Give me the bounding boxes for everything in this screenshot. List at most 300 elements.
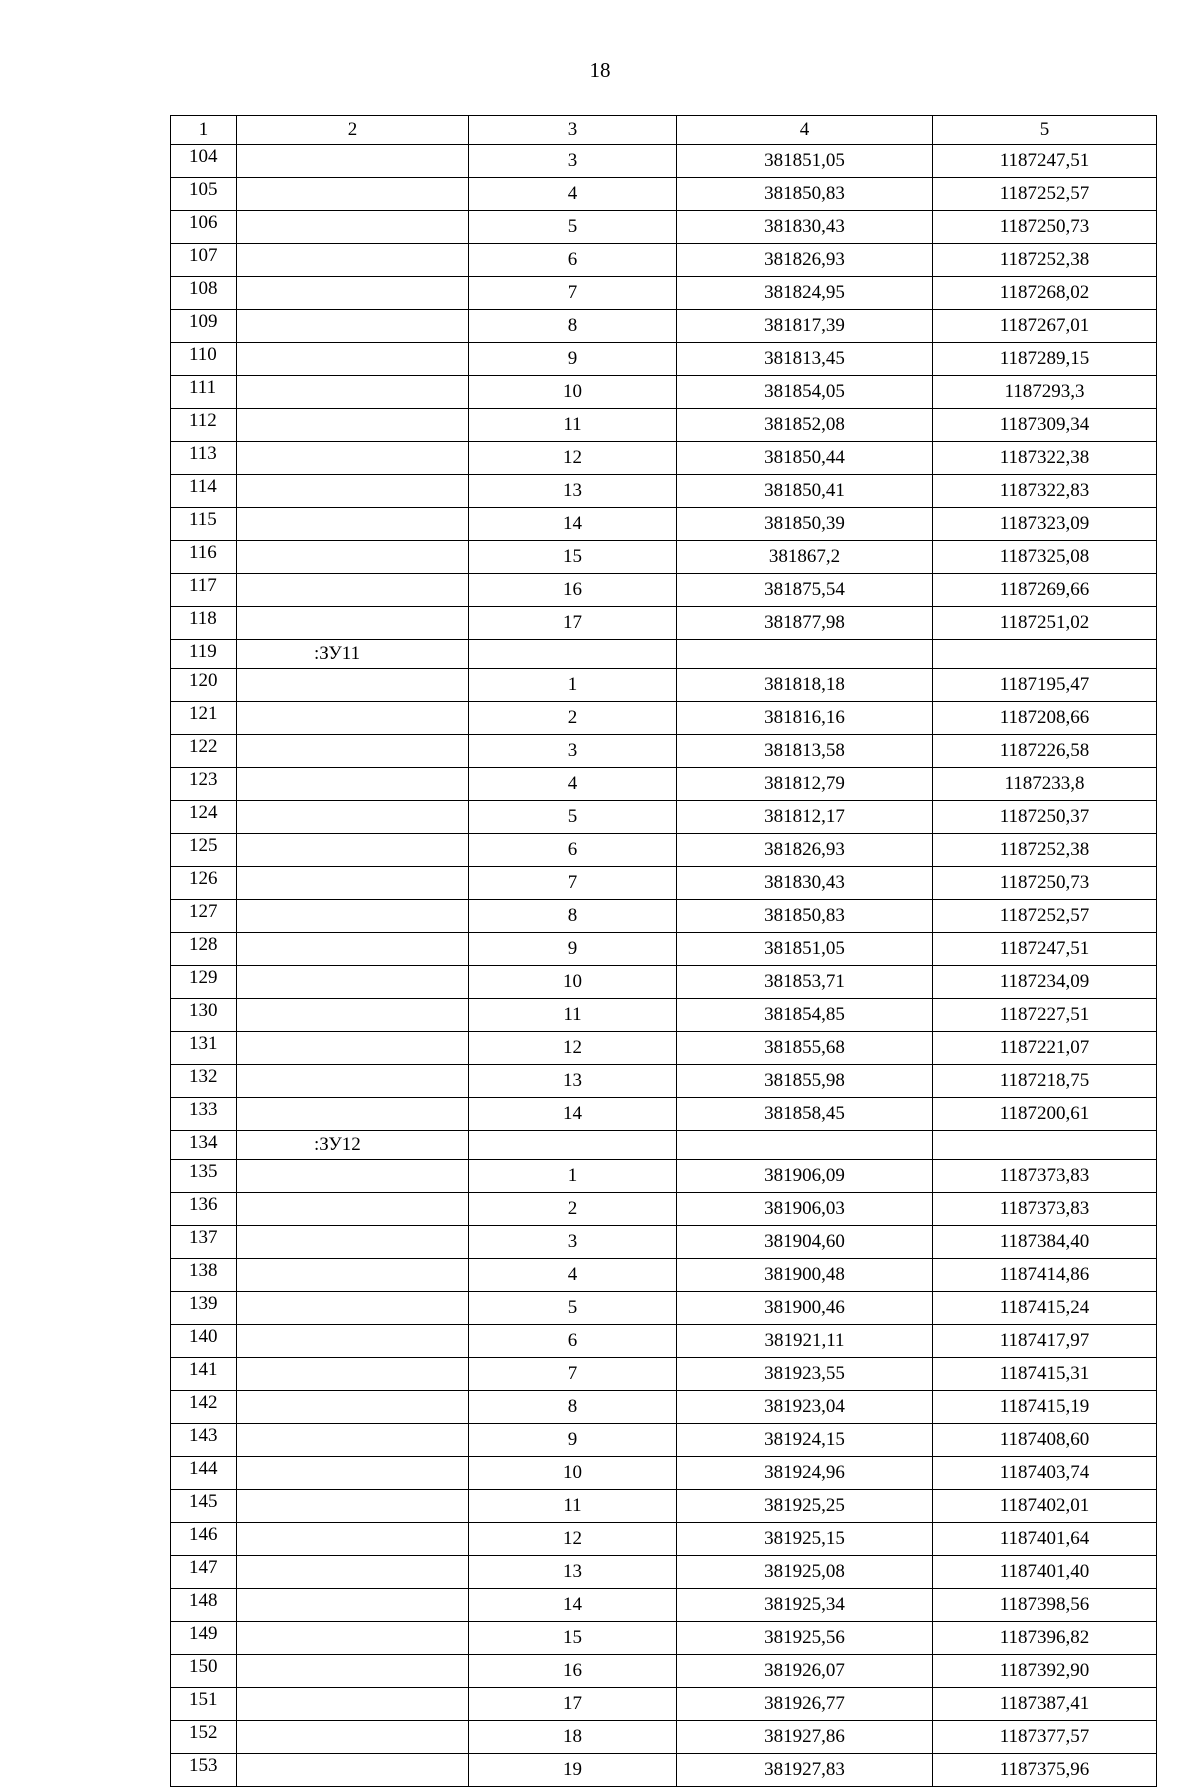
table-row xyxy=(171,574,1157,607)
x-coordinate-cell: 381824,95 xyxy=(677,277,933,310)
column-header: 4 xyxy=(677,116,933,145)
table-row xyxy=(171,1424,1157,1457)
point-number-cell: 16 xyxy=(469,574,677,607)
row-number-cell: 133 xyxy=(171,1098,237,1131)
table-row xyxy=(171,343,1157,376)
y-coordinate-cell: 1187268,02 xyxy=(933,277,1157,310)
table-row xyxy=(171,178,1157,211)
y-coordinate-cell: 1187250,37 xyxy=(933,801,1157,834)
y-coordinate-cell: 1187401,40 xyxy=(933,1556,1157,1589)
x-coordinate-cell: 381850,44 xyxy=(677,442,933,475)
y-coordinate-cell: 1187234,09 xyxy=(933,966,1157,999)
parcel-name-cell xyxy=(237,1292,469,1325)
table-row xyxy=(171,1065,1157,1098)
y-coordinate-cell: 1187200,61 xyxy=(933,1098,1157,1131)
parcel-name-cell xyxy=(237,1721,469,1754)
x-coordinate-cell xyxy=(677,640,933,669)
x-coordinate-cell: 381927,86 xyxy=(677,1721,933,1754)
x-coordinate-cell: 381867,2 xyxy=(677,541,933,574)
x-coordinate-cell: 381924,15 xyxy=(677,1424,933,1457)
x-coordinate-cell: 381854,85 xyxy=(677,999,933,1032)
row-number-cell: 148 xyxy=(171,1589,237,1622)
table-row xyxy=(171,669,1157,702)
row-number-cell: 146 xyxy=(171,1523,237,1556)
column-header: 3 xyxy=(469,116,677,145)
row-number-cell: 140 xyxy=(171,1325,237,1358)
point-number-cell: 15 xyxy=(469,541,677,574)
column-header: 2 xyxy=(237,116,469,145)
y-coordinate-cell: 1187293,3 xyxy=(933,376,1157,409)
row-number-cell: 132 xyxy=(171,1065,237,1098)
y-coordinate-cell: 1187227,51 xyxy=(933,999,1157,1032)
parcel-name-cell xyxy=(237,735,469,768)
x-coordinate-cell: 381925,08 xyxy=(677,1556,933,1589)
row-number-cell: 125 xyxy=(171,834,237,867)
column-header: 5 xyxy=(933,116,1157,145)
x-coordinate-cell: 381812,17 xyxy=(677,801,933,834)
table-row xyxy=(171,735,1157,768)
x-coordinate-cell: 381851,05 xyxy=(677,933,933,966)
point-number-cell: 10 xyxy=(469,966,677,999)
x-coordinate-cell: 381855,68 xyxy=(677,1032,933,1065)
row-number-cell: 114 xyxy=(171,475,237,508)
point-number-cell: 12 xyxy=(469,1032,677,1065)
y-coordinate-cell: 1187377,57 xyxy=(933,1721,1157,1754)
x-coordinate-cell: 381906,03 xyxy=(677,1193,933,1226)
point-number-cell: 9 xyxy=(469,343,677,376)
x-coordinate-cell: 381877,98 xyxy=(677,607,933,640)
x-coordinate-cell: 381923,04 xyxy=(677,1391,933,1424)
point-number-cell: 8 xyxy=(469,310,677,343)
x-coordinate-cell: 381921,11 xyxy=(677,1325,933,1358)
row-number-cell: 111 xyxy=(171,376,237,409)
table-header-row xyxy=(171,116,1157,145)
y-coordinate-cell: 1187233,8 xyxy=(933,768,1157,801)
parcel-name-cell xyxy=(237,1259,469,1292)
x-coordinate-cell: 381813,45 xyxy=(677,343,933,376)
table-row xyxy=(171,1754,1157,1787)
table-row xyxy=(171,310,1157,343)
table-row xyxy=(171,768,1157,801)
point-number-cell: 7 xyxy=(469,1358,677,1391)
table-row xyxy=(171,409,1157,442)
point-number-cell: 16 xyxy=(469,1655,677,1688)
table-row xyxy=(171,1391,1157,1424)
row-number-cell: 129 xyxy=(171,966,237,999)
row-number-cell: 130 xyxy=(171,999,237,1032)
parcel-name-cell xyxy=(237,1160,469,1193)
y-coordinate-cell: 1187269,66 xyxy=(933,574,1157,607)
point-number-cell: 14 xyxy=(469,1589,677,1622)
row-number-cell: 150 xyxy=(171,1655,237,1688)
point-number-cell: 2 xyxy=(469,702,677,735)
parcel-name-cell xyxy=(237,1098,469,1131)
y-coordinate-cell xyxy=(933,1131,1157,1160)
x-coordinate-cell: 381875,54 xyxy=(677,574,933,607)
y-coordinate-cell: 1187252,57 xyxy=(933,178,1157,211)
row-number-cell: 108 xyxy=(171,277,237,310)
parcel-name-cell xyxy=(237,145,469,178)
table-row xyxy=(171,1098,1157,1131)
parcel-name-cell xyxy=(237,1391,469,1424)
table-row xyxy=(171,1457,1157,1490)
x-coordinate-cell: 381851,05 xyxy=(677,145,933,178)
point-number-cell: 11 xyxy=(469,999,677,1032)
parcel-name-cell xyxy=(237,508,469,541)
table-row xyxy=(171,801,1157,834)
point-number-cell: 3 xyxy=(469,145,677,178)
row-number-cell: 137 xyxy=(171,1226,237,1259)
parcel-name-cell xyxy=(237,1457,469,1490)
table-row xyxy=(171,933,1157,966)
x-coordinate-cell: 381817,39 xyxy=(677,310,933,343)
table-row xyxy=(171,1226,1157,1259)
y-coordinate-cell: 1187252,38 xyxy=(933,244,1157,277)
row-number-cell: 118 xyxy=(171,607,237,640)
point-number-cell: 14 xyxy=(469,508,677,541)
point-number-cell: 13 xyxy=(469,1556,677,1589)
point-number-cell: 10 xyxy=(469,1457,677,1490)
y-coordinate-cell: 1187415,24 xyxy=(933,1292,1157,1325)
y-coordinate-cell: 1187226,58 xyxy=(933,735,1157,768)
parcel-name-cell xyxy=(237,244,469,277)
parcel-name-cell: :ЗУ11 xyxy=(237,640,469,669)
table-row xyxy=(171,1655,1157,1688)
row-number-cell: 122 xyxy=(171,735,237,768)
parcel-name-cell xyxy=(237,541,469,574)
y-coordinate-cell: 1187208,66 xyxy=(933,702,1157,735)
y-coordinate-cell: 1187247,51 xyxy=(933,145,1157,178)
row-number-cell: 142 xyxy=(171,1391,237,1424)
parcel-name-cell xyxy=(237,1655,469,1688)
row-number-cell: 113 xyxy=(171,442,237,475)
point-number-cell: 15 xyxy=(469,1622,677,1655)
table-row xyxy=(171,508,1157,541)
y-coordinate-cell: 1187322,83 xyxy=(933,475,1157,508)
table-row xyxy=(171,1325,1157,1358)
y-coordinate-cell: 1187251,02 xyxy=(933,607,1157,640)
parcel-name-cell xyxy=(237,178,469,211)
point-number-cell: 2 xyxy=(469,1193,677,1226)
y-coordinate-cell: 1187415,19 xyxy=(933,1391,1157,1424)
parcel-name-cell xyxy=(237,310,469,343)
x-coordinate-cell: 381925,56 xyxy=(677,1622,933,1655)
parcel-name-cell xyxy=(237,1325,469,1358)
parcel-name-cell xyxy=(237,669,469,702)
row-number-cell: 136 xyxy=(171,1193,237,1226)
parcel-name-cell xyxy=(237,1622,469,1655)
table-body xyxy=(171,145,1157,1787)
y-coordinate-cell: 1187375,96 xyxy=(933,1754,1157,1787)
y-coordinate-cell: 1187373,83 xyxy=(933,1193,1157,1226)
y-coordinate-cell: 1187415,31 xyxy=(933,1358,1157,1391)
point-number-cell: 11 xyxy=(469,409,677,442)
x-coordinate-cell: 381850,83 xyxy=(677,178,933,211)
table-row xyxy=(171,1589,1157,1622)
row-number-cell: 149 xyxy=(171,1622,237,1655)
point-number-cell: 13 xyxy=(469,475,677,508)
point-number-cell: 4 xyxy=(469,1259,677,1292)
x-coordinate-cell: 381906,09 xyxy=(677,1160,933,1193)
row-number-cell: 110 xyxy=(171,343,237,376)
y-coordinate-cell: 1187398,56 xyxy=(933,1589,1157,1622)
x-coordinate-cell: 381855,98 xyxy=(677,1065,933,1098)
y-coordinate-cell: 1187221,07 xyxy=(933,1032,1157,1065)
parcel-name-cell xyxy=(237,834,469,867)
row-number-cell: 135 xyxy=(171,1160,237,1193)
x-coordinate-cell: 381830,43 xyxy=(677,867,933,900)
parcel-name-cell xyxy=(237,409,469,442)
row-number-cell: 147 xyxy=(171,1556,237,1589)
point-number-cell: 9 xyxy=(469,933,677,966)
row-number-cell: 117 xyxy=(171,574,237,607)
point-number-cell: 5 xyxy=(469,1292,677,1325)
table-row xyxy=(171,1622,1157,1655)
point-number-cell: 3 xyxy=(469,735,677,768)
y-coordinate-cell: 1187252,57 xyxy=(933,900,1157,933)
table-row xyxy=(171,277,1157,310)
x-coordinate-cell: 381852,08 xyxy=(677,409,933,442)
point-number-cell: 8 xyxy=(469,900,677,933)
x-coordinate-cell: 381818,18 xyxy=(677,669,933,702)
table-row xyxy=(171,1292,1157,1325)
y-coordinate-cell: 1187396,82 xyxy=(933,1622,1157,1655)
point-number-cell: 5 xyxy=(469,211,677,244)
y-coordinate-cell: 1187247,51 xyxy=(933,933,1157,966)
row-number-cell: 116 xyxy=(171,541,237,574)
table-row xyxy=(171,607,1157,640)
parcel-name-cell xyxy=(237,277,469,310)
table-row xyxy=(171,867,1157,900)
parcel-name-cell xyxy=(237,801,469,834)
table-row xyxy=(171,145,1157,178)
y-coordinate-cell: 1187417,97 xyxy=(933,1325,1157,1358)
point-number-cell: 9 xyxy=(469,1424,677,1457)
row-number-cell: 134 xyxy=(171,1131,237,1160)
row-number-cell: 138 xyxy=(171,1259,237,1292)
y-coordinate-cell xyxy=(933,640,1157,669)
y-coordinate-cell: 1187373,83 xyxy=(933,1160,1157,1193)
table-row xyxy=(171,640,1157,669)
table-row xyxy=(171,1721,1157,1754)
y-coordinate-cell: 1187289,15 xyxy=(933,343,1157,376)
parcel-name-cell xyxy=(237,1032,469,1065)
y-coordinate-cell: 1187384,40 xyxy=(933,1226,1157,1259)
table-row xyxy=(171,1259,1157,1292)
page-number: 18 xyxy=(589,58,611,82)
table-row xyxy=(171,376,1157,409)
y-coordinate-cell: 1187250,73 xyxy=(933,867,1157,900)
parcel-name-cell xyxy=(237,475,469,508)
table-row xyxy=(171,702,1157,735)
row-number-cell: 124 xyxy=(171,801,237,834)
table-row xyxy=(171,1523,1157,1556)
row-number-cell: 153 xyxy=(171,1754,237,1787)
row-number-cell: 127 xyxy=(171,900,237,933)
x-coordinate-cell: 381900,48 xyxy=(677,1259,933,1292)
point-number-cell: 1 xyxy=(469,1160,677,1193)
row-number-cell: 115 xyxy=(171,508,237,541)
row-number-cell: 107 xyxy=(171,244,237,277)
parcel-name-cell xyxy=(237,1589,469,1622)
row-number-cell: 112 xyxy=(171,409,237,442)
table-row xyxy=(171,541,1157,574)
x-coordinate-cell: 381826,93 xyxy=(677,244,933,277)
point-number-cell xyxy=(469,1131,677,1160)
point-number-cell: 19 xyxy=(469,1754,677,1787)
parcel-name-cell xyxy=(237,867,469,900)
point-number-cell: 18 xyxy=(469,1721,677,1754)
row-number-cell: 119 xyxy=(171,640,237,669)
parcel-name-cell xyxy=(237,933,469,966)
table-row xyxy=(171,1160,1157,1193)
row-number-cell: 105 xyxy=(171,178,237,211)
point-number-cell: 4 xyxy=(469,768,677,801)
row-number-cell: 120 xyxy=(171,669,237,702)
point-number-cell: 4 xyxy=(469,178,677,211)
parcel-name-cell xyxy=(237,1556,469,1589)
x-coordinate-cell: 381813,58 xyxy=(677,735,933,768)
parcel-name-cell xyxy=(237,1754,469,1787)
row-number-cell: 139 xyxy=(171,1292,237,1325)
y-coordinate-cell: 1187408,60 xyxy=(933,1424,1157,1457)
x-coordinate-cell: 381927,83 xyxy=(677,1754,933,1787)
parcel-name-cell xyxy=(237,1065,469,1098)
parcel-name-cell xyxy=(237,376,469,409)
point-number-cell: 12 xyxy=(469,1523,677,1556)
point-number-cell: 6 xyxy=(469,1325,677,1358)
row-number-cell: 143 xyxy=(171,1424,237,1457)
table-row xyxy=(171,1688,1157,1721)
y-coordinate-cell: 1187403,74 xyxy=(933,1457,1157,1490)
table-row xyxy=(171,475,1157,508)
row-number-cell: 106 xyxy=(171,211,237,244)
table-row xyxy=(171,244,1157,277)
y-coordinate-cell: 1187414,86 xyxy=(933,1259,1157,1292)
y-coordinate-cell: 1187323,09 xyxy=(933,508,1157,541)
point-number-cell: 3 xyxy=(469,1226,677,1259)
y-coordinate-cell: 1187402,01 xyxy=(933,1490,1157,1523)
x-coordinate-cell: 381812,79 xyxy=(677,768,933,801)
x-coordinate-cell: 381826,93 xyxy=(677,834,933,867)
parcel-name-cell xyxy=(237,999,469,1032)
parcel-name-cell xyxy=(237,966,469,999)
y-coordinate-cell: 1187267,01 xyxy=(933,310,1157,343)
table-row xyxy=(171,211,1157,244)
x-coordinate-cell: 381900,46 xyxy=(677,1292,933,1325)
x-coordinate-cell: 381925,15 xyxy=(677,1523,933,1556)
y-coordinate-cell: 1187401,64 xyxy=(933,1523,1157,1556)
y-coordinate-cell: 1187218,75 xyxy=(933,1065,1157,1098)
point-number-cell: 17 xyxy=(469,607,677,640)
point-number-cell: 7 xyxy=(469,867,677,900)
y-coordinate-cell: 1187250,73 xyxy=(933,211,1157,244)
point-number-cell: 6 xyxy=(469,244,677,277)
point-number-cell: 17 xyxy=(469,1688,677,1721)
parcel-name-cell xyxy=(237,1523,469,1556)
table-row xyxy=(171,1131,1157,1160)
x-coordinate-cell: 381853,71 xyxy=(677,966,933,999)
x-coordinate-cell: 381816,16 xyxy=(677,702,933,735)
row-number-cell: 109 xyxy=(171,310,237,343)
table-row xyxy=(171,1032,1157,1065)
row-number-cell: 131 xyxy=(171,1032,237,1065)
x-coordinate-cell xyxy=(677,1131,933,1160)
parcel-name-cell xyxy=(237,574,469,607)
point-number-cell: 12 xyxy=(469,442,677,475)
parcel-name-cell: :ЗУ12 xyxy=(237,1131,469,1160)
row-number-cell: 151 xyxy=(171,1688,237,1721)
x-coordinate-cell: 381830,43 xyxy=(677,211,933,244)
x-coordinate-cell: 381925,25 xyxy=(677,1490,933,1523)
row-number-cell: 123 xyxy=(171,768,237,801)
row-number-cell: 141 xyxy=(171,1358,237,1391)
row-number-cell: 144 xyxy=(171,1457,237,1490)
row-number-cell: 152 xyxy=(171,1721,237,1754)
column-header: 1 xyxy=(171,116,237,145)
y-coordinate-cell: 1187387,41 xyxy=(933,1688,1157,1721)
x-coordinate-cell: 381926,07 xyxy=(677,1655,933,1688)
parcel-name-cell xyxy=(237,607,469,640)
point-number-cell: 8 xyxy=(469,1391,677,1424)
x-coordinate-cell: 381858,45 xyxy=(677,1098,933,1131)
x-coordinate-cell: 381924,96 xyxy=(677,1457,933,1490)
parcel-name-cell xyxy=(237,211,469,244)
point-number-cell: 5 xyxy=(469,801,677,834)
table-row xyxy=(171,999,1157,1032)
table-row xyxy=(171,900,1157,933)
coordinates-table xyxy=(170,115,1157,1787)
table-row xyxy=(171,1358,1157,1391)
x-coordinate-cell: 381926,77 xyxy=(677,1688,933,1721)
point-number-cell: 7 xyxy=(469,277,677,310)
parcel-name-cell xyxy=(237,1193,469,1226)
table-row xyxy=(171,442,1157,475)
x-coordinate-cell: 381854,05 xyxy=(677,376,933,409)
y-coordinate-cell: 1187322,38 xyxy=(933,442,1157,475)
parcel-name-cell xyxy=(237,343,469,376)
point-number-cell: 6 xyxy=(469,834,677,867)
parcel-name-cell xyxy=(237,900,469,933)
x-coordinate-cell: 381904,60 xyxy=(677,1226,933,1259)
point-number-cell xyxy=(469,640,677,669)
row-number-cell: 128 xyxy=(171,933,237,966)
parcel-name-cell xyxy=(237,1424,469,1457)
y-coordinate-cell: 1187252,38 xyxy=(933,834,1157,867)
y-coordinate-cell: 1187325,08 xyxy=(933,541,1157,574)
point-number-cell: 13 xyxy=(469,1065,677,1098)
x-coordinate-cell: 381923,55 xyxy=(677,1358,933,1391)
y-coordinate-cell: 1187392,90 xyxy=(933,1655,1157,1688)
parcel-name-cell xyxy=(237,1490,469,1523)
y-coordinate-cell: 1187309,34 xyxy=(933,409,1157,442)
row-number-cell: 121 xyxy=(171,702,237,735)
x-coordinate-cell: 381850,39 xyxy=(677,508,933,541)
x-coordinate-cell: 381925,34 xyxy=(677,1589,933,1622)
row-number-cell: 126 xyxy=(171,867,237,900)
table-row xyxy=(171,834,1157,867)
row-number-cell: 145 xyxy=(171,1490,237,1523)
table-row xyxy=(171,1556,1157,1589)
parcel-name-cell xyxy=(237,1688,469,1721)
parcel-name-cell xyxy=(237,442,469,475)
point-number-cell: 11 xyxy=(469,1490,677,1523)
parcel-name-cell xyxy=(237,1226,469,1259)
table-row xyxy=(171,1193,1157,1226)
parcel-name-cell xyxy=(237,702,469,735)
x-coordinate-cell: 381850,41 xyxy=(677,475,933,508)
y-coordinate-cell: 1187195,47 xyxy=(933,669,1157,702)
